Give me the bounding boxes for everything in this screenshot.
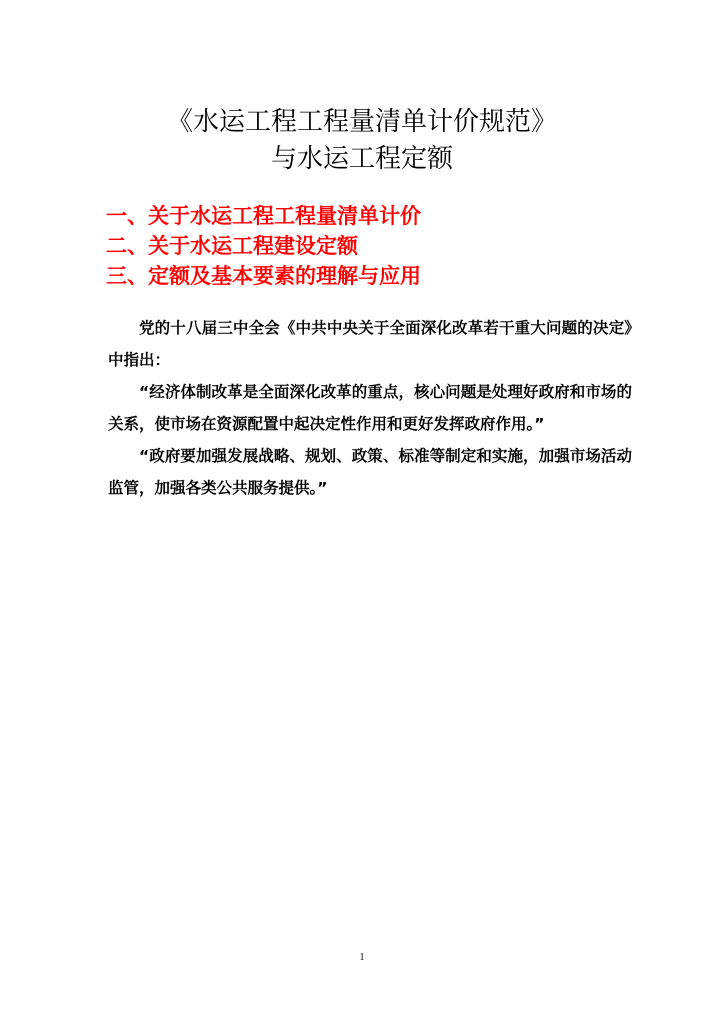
outline-list	[106, 201, 421, 291]
page-number: 1	[359, 952, 365, 963]
page-title	[0, 104, 724, 178]
title-line-2: 与水运工程定额	[270, 144, 453, 174]
paragraph-intro: 党的十八届三中全会《中共中央关于全面深化改革若干重大问题的决定》中指出：	[108, 319, 632, 369]
outline-item-1: 一、关于水运工程工程量清单计价	[106, 204, 421, 228]
title-line-1: 《水运工程工程量清单计价规范》	[166, 107, 557, 137]
outline-item-2: 二、关于水运工程建设定额	[106, 234, 358, 258]
paragraph-quote-2: “政府要加强发展战略、规划、政策、标准等制定和实施，加强市场活动监管，加强各类公共服务提供。”	[108, 447, 632, 497]
body-text	[108, 312, 632, 504]
outline-item-3: 三、定额及基本要素的理解与应用	[106, 264, 421, 288]
paragraph-quote-1: “经济体制改革是全面深化改革的重点，核心问题是处理好政府和市场的关系，使市场在资源配置中起决定性作用和更好发挥政府作用。”	[108, 383, 632, 433]
